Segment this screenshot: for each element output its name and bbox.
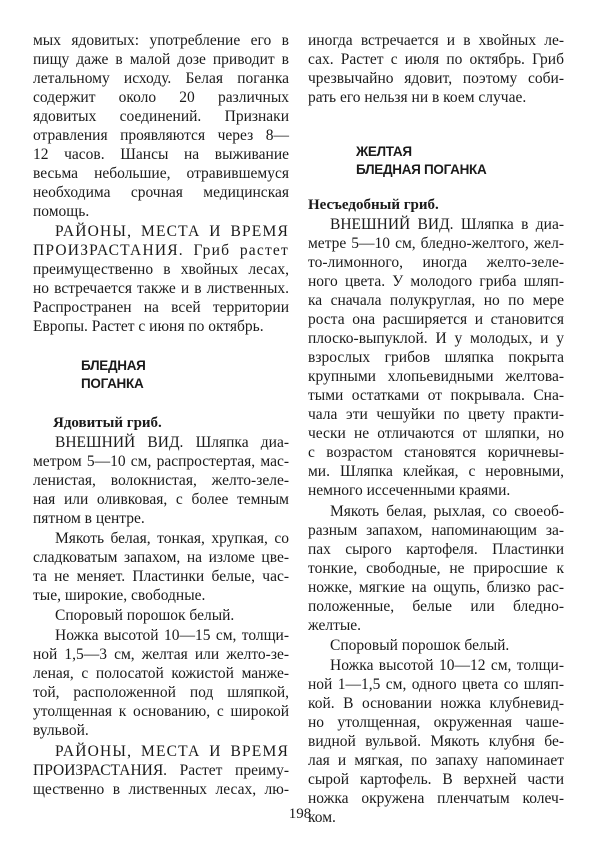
text-line: Мякоть белая, тонкая, хрупкая, со — [55, 530, 289, 547]
text-line: пищу даже в малой дозе приводит в — [33, 51, 289, 68]
text-line: ножка окружена пленчатым колеч- — [308, 790, 564, 807]
text-line: метром 5—10 см, распростертая, мас- — [33, 453, 289, 470]
text-line: рать его нельзя ни в коем случае. — [308, 89, 527, 106]
text-line: Ножка высотой 10—12 см, толщи- — [330, 657, 564, 674]
text-line: но утолщенная, окруженная чаше- — [308, 714, 564, 731]
text-line: то-лимонного, иногда желто-зеле- — [308, 254, 564, 271]
text-line: лая и мягкая, по запаху напоминает — [308, 752, 564, 769]
text-line: мых ядовитых: употребление его в — [33, 32, 289, 49]
text-line: тые, широкие, свободные. — [33, 587, 206, 604]
text-line: чрезвычайно ядовит, поэтому соби- — [308, 70, 564, 87]
text-line: ядовитых соединений. Признаки — [33, 108, 289, 125]
page-number: 198 — [288, 806, 312, 822]
text-line: помощь. — [33, 203, 90, 220]
text-line: весьма небольшие, отравившемуся — [33, 165, 289, 182]
text-line: роста она расширяется и становится — [308, 311, 564, 328]
section-subtitle: Ядовитый гриб. — [53, 415, 162, 431]
text-line: чески не отличаются от шляпки, но — [308, 425, 564, 442]
text-line: Мякоть белая, рыхлая, со своеоб- — [330, 503, 564, 520]
text-line: плоско-выпуклой. И у молодых, и у — [308, 330, 564, 347]
text-line: Европы. Растет с июня по октябрь. — [33, 318, 264, 335]
spore-line: Споровый порошок белый. — [55, 607, 235, 624]
text-line: той, расположенной под шляпкой, — [33, 684, 289, 701]
text-line: разным запахом, напоминающим за- — [308, 522, 564, 539]
text-line: утолщенная к основанию, с широкой — [33, 703, 289, 720]
text-line: метре 5—10 см, бледно-желтого, жел- — [308, 235, 564, 252]
text-line: положенные, белые или бледно- — [308, 598, 564, 615]
text-line: пятном в центре. — [33, 510, 145, 527]
text-line: содержит около 20 различных — [33, 89, 289, 106]
text-line: но встречается также и в лиственных. — [33, 280, 289, 297]
text-line: ленистая, волокнистая, желто-зеле- — [33, 472, 289, 489]
text-line: Распространен на всей территории — [33, 299, 289, 316]
text-line: с возрастом становятся коричневы- — [308, 444, 564, 461]
text-line: ПРОИЗРАСТАНИЯ. Растет преиму- — [33, 762, 289, 779]
text-line: ВНЕШНИЙ ВИД. Шляпка в диа- — [330, 216, 564, 233]
section-heading: БЛЕДНАЯ — [81, 358, 146, 373]
text-line: кой. В основании ножка клубневид- — [308, 695, 564, 712]
text-line: ной 1,5—3 см, желтая или желто-зе- — [33, 646, 289, 663]
text-line: преимущественно в хвойных лесах, — [33, 261, 289, 278]
section-heading: ПОГАНКА — [81, 376, 144, 391]
text-line: отравления проявляются через 8— — [33, 127, 289, 144]
section-heading: ЖЕЛТАЯ — [356, 144, 412, 159]
text-line: тонкие, свободные, не приросшие к — [308, 560, 564, 577]
text-line: чала эти чешуйки по цвету практи- — [308, 406, 564, 423]
text-line: щественно в лиственных лесах, лю- — [33, 781, 289, 798]
text-line: летальному исходу. Белая поганка — [33, 70, 289, 87]
text-line: необходима срочная медицинская — [33, 184, 289, 201]
text-line: ножке, мягкие на ощупь, близко рас- — [308, 579, 564, 596]
text-line: иногда встречается и в хвойных ле- — [308, 32, 564, 49]
text-line: ком. — [308, 809, 336, 826]
text-line: крупными хлопьевидными желтова- — [308, 368, 564, 385]
text-line: ПРОИЗРАСТАНИЯ. Гриб растет — [33, 242, 289, 259]
spore-line: Споровый порошок белый. — [330, 637, 510, 654]
text-line: ми. Шляпка клейкая, с неровными, — [308, 463, 564, 480]
section-heading: БЛЕДНАЯ ПОГАНКА — [356, 162, 487, 177]
text-line: вульвой. — [33, 722, 89, 739]
text-line: 12 часов. Шансы на выживание — [33, 146, 289, 163]
text-line: ной 1—1,5 см, одного цвета со шляп- — [308, 676, 564, 693]
text-line: РАЙОНЫ, МЕСТА И ВРЕМЯ — [55, 223, 289, 240]
text-line: сах. Растет с июля по октябрь. Гриб — [308, 51, 564, 68]
text-line: леная, с полосатой кожистой манже- — [33, 665, 289, 682]
text-line: взрослых грибов шляпка покрыта — [308, 349, 564, 366]
text-line: ВНЕШНИЙ ВИД. Шляпка диа- — [55, 434, 289, 451]
text-line: ная или оливковая, с более темным — [33, 491, 289, 508]
text-line: Ножка высотой 10—15 см, толщи- — [55, 627, 289, 644]
text-line: желтые. — [308, 617, 362, 634]
text-line: ка сначала полукруглая, но по мере — [308, 292, 564, 309]
text-line: сладковатым запахом, на изломе цве- — [33, 549, 289, 566]
text-line: РАЙОНЫ, МЕСТА И ВРЕМЯ — [55, 743, 289, 760]
text-line: пах сырого картофеля. Пластинки — [308, 541, 564, 558]
text-line: сырой картофель. В верхней части — [308, 771, 564, 788]
text-line: немного иссеченными краями. — [308, 482, 511, 499]
text-line: тыми остатками от покрывала. Сна- — [308, 387, 564, 404]
text-line: ного цвета. У молодого гриба шляп- — [308, 273, 564, 290]
text-line: видной вульвой. Мякоть клубня бе- — [308, 733, 564, 750]
section-subtitle: Несъедобный гриб. — [308, 197, 439, 213]
text-line: та не меняет. Пластинки белые, час- — [33, 568, 289, 585]
